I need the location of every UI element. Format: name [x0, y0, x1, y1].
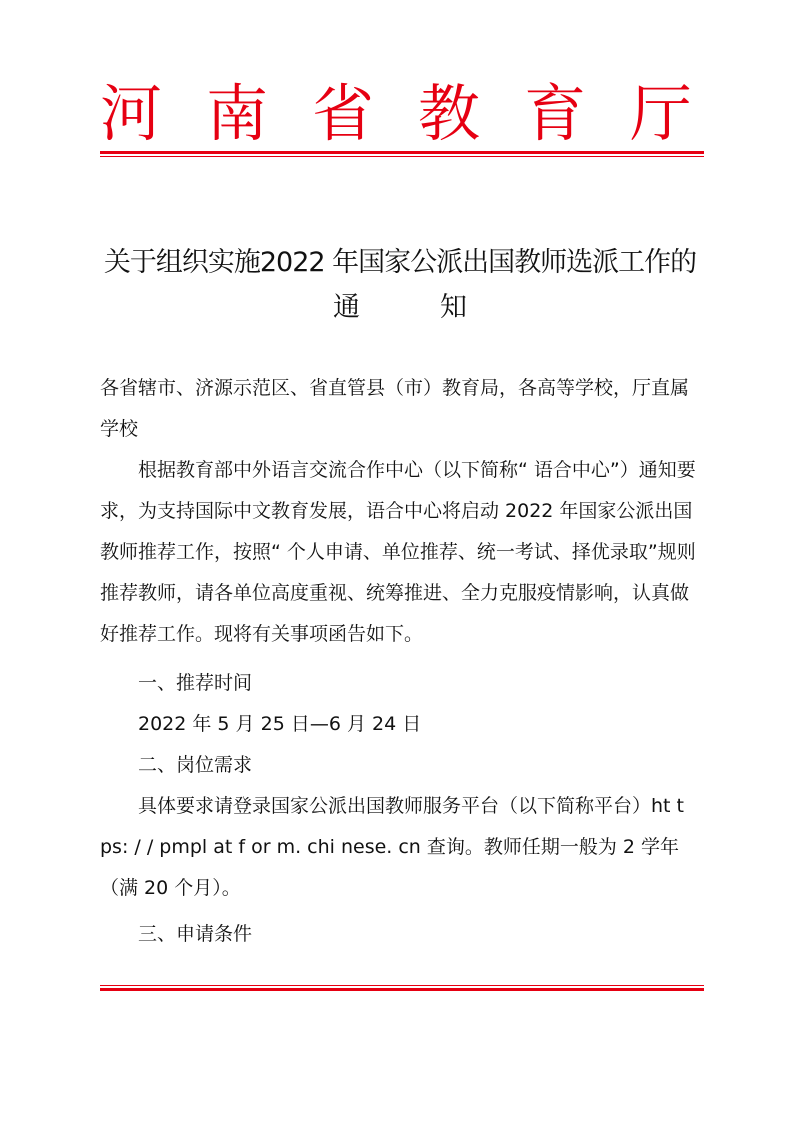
agency-char: 河 — [100, 77, 163, 150]
section-heading: 二、岗位需求 — [138, 754, 253, 776]
agency-header — [100, 78, 692, 150]
section-heading: 三、申请条件 — [138, 923, 253, 945]
intro-paragraph: 根据教育部中外语言交流合作中心（以下简称“ 语合中心”）通知要求，为支持国际中文教育发展，语合中心将启动 2022 年国家公派出国教师推荐工作，按照“ 个人申请、单位推荐、统一考试、择优录取”规则推荐教师，请各单位高度重视、统筹推进、全力克服疫情影响，认真做好推荐工作。现将有关事项函告如下。 — [100, 459, 696, 645]
section-text: 具体要求请登录国家公派出国教师服务平台（以下简称平台）ht t ps: / / pmpl at f or m. chi nese. cn 查询。教师任期一般为 2 学年（满 20 个月）。 — [100, 795, 684, 899]
agency-char: 南 — [205, 77, 268, 150]
agency-char: 省 — [311, 77, 374, 150]
recipients: 各省辖市、济源示范区、省直管县（市）教育局，各高等学校，厅直属学校 — [100, 377, 690, 440]
title-char: 知 — [440, 292, 467, 323]
document-title: 关于组织实施2022 年国家公派出国教师选派工作的 — [103, 247, 697, 278]
agency-char: 厅 — [629, 77, 692, 150]
header-divider — [100, 151, 704, 157]
section-heading: 一、推荐时间 — [138, 672, 253, 694]
footer-divider — [100, 985, 704, 991]
document-title-line2 — [100, 285, 700, 324]
section-text: 2022 年 5 月 25 日—6 月 24 日 — [138, 713, 422, 735]
agency-char: 教 — [417, 77, 480, 150]
title-char: 通 — [333, 292, 360, 323]
agency-char: 育 — [523, 77, 586, 150]
